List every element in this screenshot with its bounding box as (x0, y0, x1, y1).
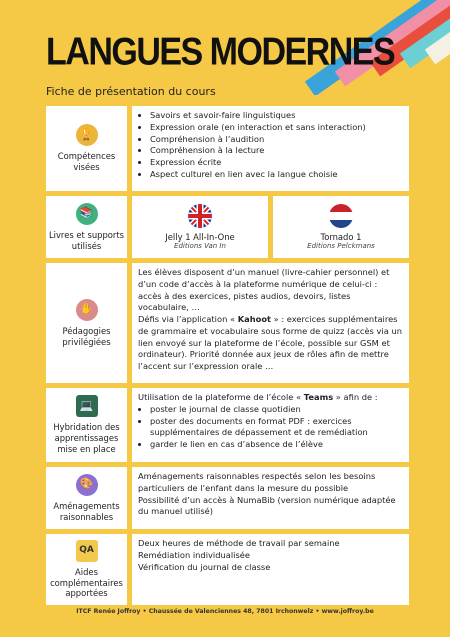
list-item: • Savoirs et savoir-faire linguistiques (150, 110, 403, 122)
competences-row (46, 106, 409, 191)
amenagements-label: Aménagements raisonnables (53, 500, 120, 522)
page-title: LANGUES MODERNES (46, 30, 395, 74)
hybridation-row (46, 388, 409, 462)
list-item: • Expression écrite (150, 157, 403, 169)
palette-icon: 🎨 (76, 474, 98, 496)
text-span: Défis via l’application « (138, 314, 238, 325)
amenagements-content (132, 467, 409, 529)
pedagogies-paragraph: Les élèves disposent d’un manuel (livre-cahier personnel) et d’un code d’accès à la plateforme numérique de celui-ci : accès à des exercices, pistes audios, devoirs, listes vocabulaire, … (138, 267, 390, 313)
pedagogies-label: Pédagogies privilégiées (62, 325, 111, 347)
aides-label: Aides complémentaires apportées (50, 566, 123, 599)
book-dutch-title: Tornado 1 (320, 232, 362, 242)
hybridation-label: Hybridation des apprentissages mise en place (53, 422, 120, 454)
aides-line: Vérification du journal de classe (138, 561, 271, 572)
footer: ITCF Renée Joffroy • Chaussée de Valenciennes 48, 7801 Irchonwelz • www.joffroy.be (76, 608, 374, 615)
book-english-cell (132, 196, 268, 258)
book-english-title: Jelly 1 All-In-One (165, 232, 235, 242)
kahoot-label: Kahoot (237, 314, 271, 325)
hybridation-content (132, 388, 409, 462)
text-span: » afin de : (333, 392, 378, 402)
competences-content (132, 106, 409, 191)
text-span: » : exercices supplémentaires de grammaire et vocabulaire sous forme de quizz (accès via un lien envoyé sur la plateforme de l’école, possible sur GSM et ordinateur). Priorité donnée aux jeux de rôles afin de mettre l’accent sur l’expression orale … (138, 314, 402, 372)
list-item: • Compréhension à l’audition (150, 134, 403, 146)
list-item: • Expression orale (en interaction et sans interaction) (150, 122, 403, 134)
amenagements-paragraph: Aménagements raisonnables respectés selon les besoins particuliers de l’enfant dans la mesure du possible (138, 471, 376, 493)
course-table (46, 106, 409, 610)
aides-row (46, 534, 409, 605)
aides-line: Deux heures de méthode de travail par semaine (138, 538, 340, 548)
livres-row (46, 196, 409, 258)
aides-label-cell (46, 534, 127, 605)
pedagogies-label-cell (46, 263, 127, 383)
trophy-icon: 🏆 (76, 124, 98, 146)
list-item: • poster le journal de classe quotidien (150, 404, 403, 416)
page-subtitle: Fiche de présentation du cours (46, 85, 216, 98)
hybridation-list (138, 404, 403, 451)
pedagogies-content (132, 263, 409, 383)
hybridation-label-cell (46, 388, 127, 462)
pedagogies-row (46, 263, 409, 383)
uk-flag-icon (188, 204, 212, 228)
list-item: • garder le lien en cas d’absence de l’élève (150, 439, 403, 451)
competences-label: Compétences visées (57, 151, 116, 172)
books-icon: 📚 (76, 203, 98, 225)
aides-content (132, 534, 409, 605)
list-item: • Compréhension à la lecture (150, 145, 403, 157)
livres-label-cell (46, 196, 127, 258)
hand-icon: ✋ (76, 299, 98, 321)
competences-label-cell (46, 106, 127, 191)
qa-icon: QA (76, 540, 98, 562)
list-item: • Aspect culturel en lien avec la langue choisie (150, 169, 403, 181)
computer-icon: 💻 (76, 395, 98, 417)
amenagements-row (46, 467, 409, 529)
netherlands-flag-icon (329, 204, 353, 228)
text-span: Utilisation de la plateforme de l’école « (138, 392, 304, 402)
book-dutch-cell (273, 196, 409, 258)
hybridation-intro (138, 392, 403, 404)
competences-list (138, 110, 403, 181)
book-english-publisher: Editions Van In (174, 242, 226, 250)
livres-label: Livres et supports utilisés (48, 229, 124, 251)
aides-line: Remédiation individualisée (138, 549, 250, 560)
book-dutch-publisher: Editions Pelckmans (307, 242, 375, 250)
list-item: • poster des documents en format PDF : exercices supplémentaires de dépassement et de remédiation (150, 416, 403, 440)
teams-label: Teams (303, 392, 334, 402)
amenagements-paragraph: Possibilité d’un accès à NumaBib (version numérique adaptée du manuel utilisé) (138, 494, 396, 517)
amenagements-label-cell (46, 467, 127, 529)
pedagogies-paragraph (138, 314, 403, 373)
